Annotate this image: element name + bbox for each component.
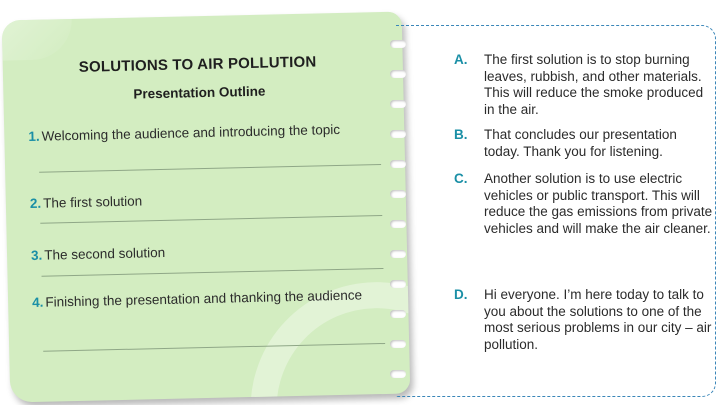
- outline-item-3: [31, 238, 381, 265]
- page-fold-corner: [2, 19, 73, 61]
- outline-item-text: The second solution: [44, 244, 166, 263]
- writing-line: [40, 215, 382, 224]
- option-text: Hi everyone. I’m here today to talk to you about the solutions to one of the most serious problems in our city – air pollution.: [484, 287, 712, 352]
- outline-item-number: 1.: [28, 128, 40, 145]
- option-text: The first solution is to stop burning leaves, rubbish, and other materials. This will reduce the smoke produced in the air.: [484, 52, 704, 117]
- option-text: Another solution is to use electric vehicles or public transport. This will reduce the gas emissions from private vehicles and will make the air cleaner.: [484, 171, 713, 236]
- outline-item-text: The first solution: [42, 193, 143, 211]
- option-c: [454, 171, 716, 237]
- outline-item-number: 2.: [29, 195, 42, 211]
- outline-notebook-page: [2, 12, 411, 403]
- option-d: [454, 287, 716, 353]
- outline-item-number: 4.: [31, 294, 44, 310]
- writing-line: [42, 268, 384, 277]
- outline-item-2: [30, 186, 380, 213]
- option-letter: B.: [454, 127, 468, 142]
- option-a: [454, 52, 716, 118]
- option-b: [454, 127, 716, 160]
- outline-item-text: Welcoming the audience and introducing the topic: [41, 121, 341, 144]
- option-letter: C.: [454, 171, 468, 186]
- outline-subtitle: Presentation Outline: [133, 83, 266, 102]
- outline-item-number: 3.: [30, 247, 43, 263]
- option-letter: A.: [454, 52, 468, 67]
- outline-item-text: Finishing the presentation and thanking the audience: [45, 287, 363, 310]
- outline-title: SOLUTIONS TO AIR POLLUTION: [78, 53, 317, 76]
- option-letter: D.: [454, 287, 468, 302]
- outline-item-1: [28, 119, 378, 146]
- option-text: That concludes our presentation today. Thank you for listening.: [484, 127, 677, 159]
- writing-line: [39, 164, 381, 173]
